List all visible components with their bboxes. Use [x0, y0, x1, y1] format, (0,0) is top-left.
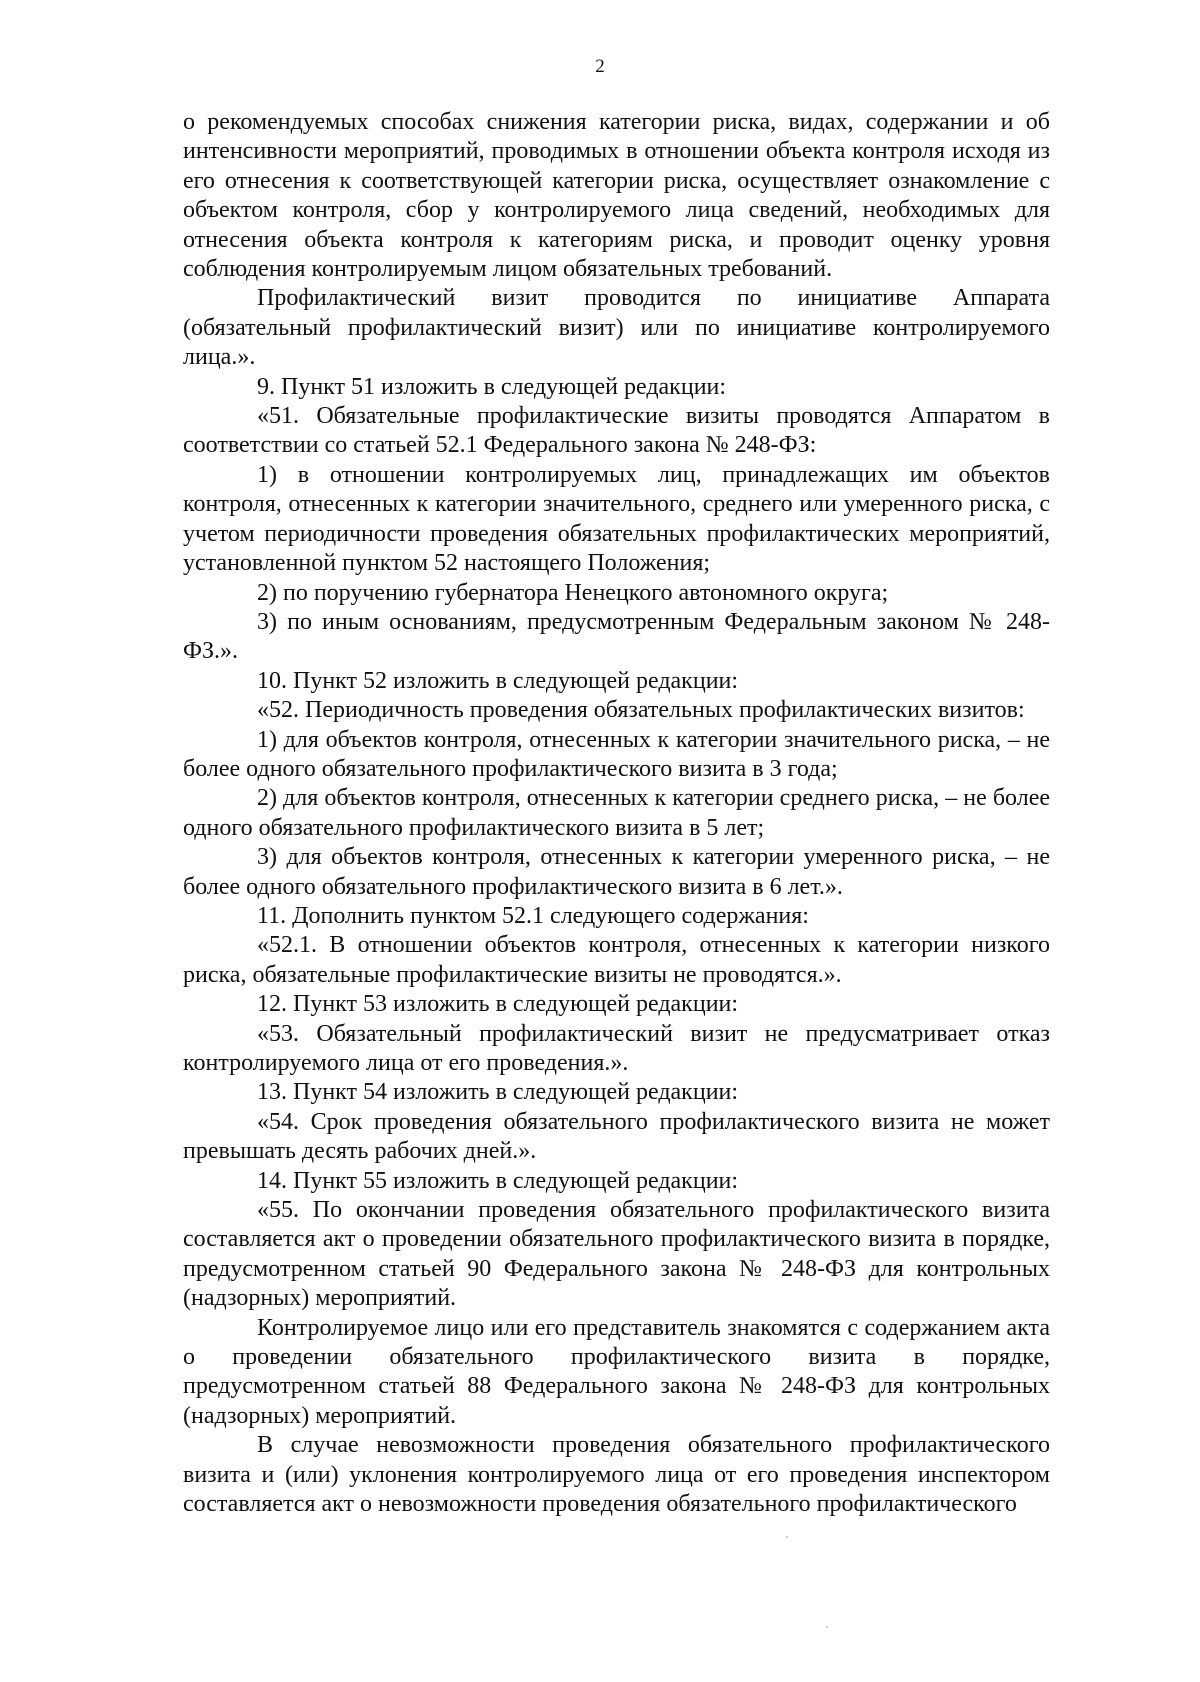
paragraph: 1) в отношении контролируемых лиц, принадлежащих им объектов контроля, отнесенных к категории значительного, среднего или умеренного риска, с учетом периодичности проведения обязательных профилактических мероприятий, установленной пунктом 52 настоящего Положения;: [183, 461, 1050, 577]
paragraph: «51. Обязательные профилактические визиты проводятся Аппаратом в соответствии со статьей 52.1 Федерального закона № 248-ФЗ:: [183, 403, 1050, 459]
body-text: [183, 108, 1050, 1520]
paragraph: 1) для объектов контроля, отнесенных к категории значительного риска, – не более одного обязательного профилактического визита в 3 года;: [183, 726, 1050, 782]
paragraph: 12. Пункт 53 изложить в следующей редакции:: [257, 991, 739, 1018]
paragraph: 10. Пункт 52 изложить в следующей редакции:: [257, 667, 739, 694]
page-number: 2: [595, 56, 605, 77]
paragraph: «53. Обязательный профилактический визит не предусматривает отказ контролируемого лица от его проведения.».: [183, 1020, 1050, 1076]
paragraph: «55. По окончании проведения обязательного профилактического визита составляется акт о проведении обязательного профилактического визита в порядке, предусмотренном статьей 90 Федерального закона № 248-ФЗ для контрольных (надзорных) мероприятий.: [183, 1197, 1050, 1312]
paragraph: «52.1. В отношении объектов контроля, отнесенных к категории низкого риска, обязательные профилактические визиты не проводятся.».: [183, 932, 1050, 988]
paragraph: 14. Пункт 55 изложить в следующей редакции:: [257, 1167, 739, 1194]
paragraph: «54. Срок проведения обязательного профилактического визита не может превышать десять рабочих дней.».: [183, 1108, 1050, 1165]
paragraph: 11. Дополнить пунктом 52.1 следующего содержания:: [257, 902, 809, 929]
scan-speck: [826, 1626, 828, 1628]
paragraph: 13. Пункт 54 изложить в следующей редакции:: [257, 1079, 739, 1106]
paragraph: 3) по иным основаниям, предусмотренным Федеральным законом № 248-ФЗ.».: [183, 608, 1050, 665]
scan-speck: [786, 1536, 788, 1538]
paragraph: о рекомендуемых способах снижения категории риска, видах, содержании и об интенсивности мероприятий, проводимых в отношении объекта контроля исходя из его отнесения к соответствующей категории риска, осуществляет ознакомление с объектом контроля, сбор у контролируемого лица сведений, необходимых для отнесения объекта контроля к категориям риска, и проводит оценку уровня соблюдения контролируемым лицом обязательных требований.: [183, 109, 1050, 283]
paragraph: В случае невозможности проведения обязательного профилактического визита и (или) уклонения контролируемого лица от его проведения инспектором составляется акт о невозможности проведения обязательного профилактического: [183, 1432, 1050, 1518]
paragraph: Профилактический визит проводится по инициативе Аппарата (обязательный профилактический визит) или по инициативе контролируемого лица.».: [183, 285, 1050, 371]
paragraph: 2) по поручению губернатора Ненецкого автономного округа;: [257, 579, 889, 606]
paragraph: 9. Пункт 51 изложить в следующей редакции:: [257, 373, 727, 400]
paragraph: 3) для объектов контроля, отнесенных к категории умеренного риска, – не более одного обязательного профилактического визита в 6 лет.».: [183, 844, 1050, 900]
paragraph: 2) для объектов контроля, отнесенных к категории среднего риска, – не более одного обязательного профилактического визита в 5 лет;: [183, 785, 1050, 841]
paragraph: Контролируемое лицо или его представитель знакомятся с содержанием акта о проведении обязательного профилактического визита в порядке, предусмотренном статьей 88 Федерального закона № 248-ФЗ для контрольных (надзорных) мероприятий.: [183, 1314, 1050, 1429]
paragraph: «52. Периодичность проведения обязательных профилактических визитов:: [257, 697, 1025, 724]
